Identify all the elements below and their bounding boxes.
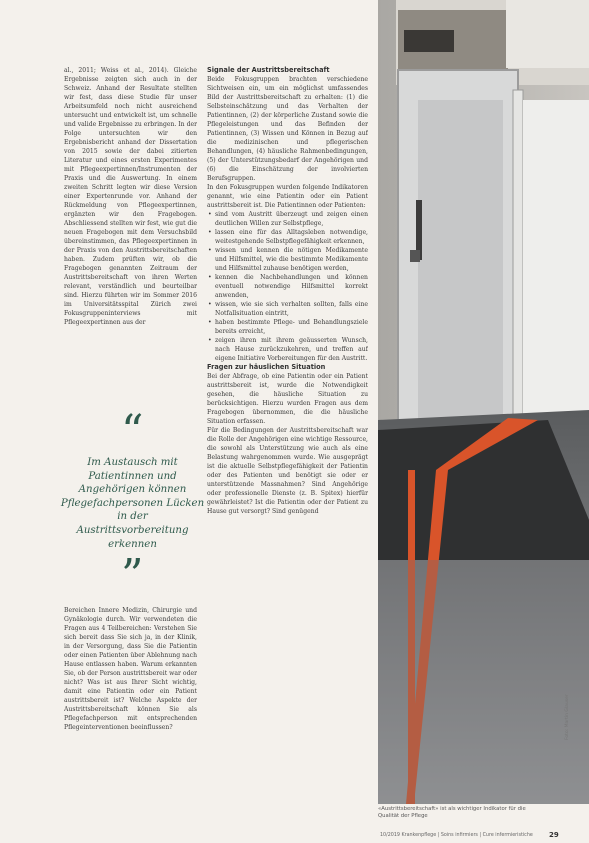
photo-caption: «Austrittsbereitschaft» ist als wichtiger Indikator für die Qualität der Pflege [378, 806, 526, 819]
list-item: • lassen eine für das Alltagsleben notwendige, weitestgehende Selbstpflegefähigkeit erkennen, [207, 228, 368, 246]
body-paragraph: al., 2011; Weiss et al., 2014). Gleiche Ergebnisse zeigten sich auch in der Schweiz. Anhand der Resultate stellten wir fest, dass diese Studie für unser Arbeitsumfeld noch nicht ausreichend untersucht und entwickelt ist, um schnelle und valide Ergebnisse zu erbringen. In der Folge untersuchten wir den Ergebnisbericht anhand der Dissertation von 2015 sowie der dabei zitierten Literatur und eines ersten Experimentes mit Pflegeexpertinnen/Instrumenten der Praxis und die Auswertung. In einem zweiten Schritt legten wir diese Version einer Expertenrunde vor. Anhand der Rückmeldung von Pflegeexpertinnen, ergänzten wir den Fragebogen. Abschliessend stellten wir fest, wie gut die neuen Fragebogen mit dem Versuchsbild übereinstimmen, das Pflegeexpertinnen in der Praxis von den Austrittsbereitschaften haben. Zudem prüften wir, ob die Fragebogen genannten Zeitraum der Austrittsbereitschaft von ihren Werten relevant, verständlich und beurteilbar sind. Hierzu führten wir im Sommer 2016 im Universitätsspital Zürich zwei Fokusgruppeninterviews mit Pflegeexpertinnen aus der [64, 67, 197, 326]
article-column-2 [207, 66, 368, 808]
section-heading: Signale der Austrittsbereitschaft [207, 66, 330, 74]
list-item: • kennen die Nachbehandlungen und können eventuell notwendige Hilfsmittel korrekt anwenden, [207, 273, 368, 300]
body-paragraph: In den Fokusgruppen wurden folgende Indikatoren genannt, wie eine Patientin oder ein Patient austrittsbereit ist. Die Patientinnen oder Patienten: [207, 184, 368, 209]
photo-credit: Foto: Martin Glauser [565, 694, 570, 740]
page-footer: 10/2019 Krankenpflege | Soins infirmiers | Cure infermieristiche [380, 833, 533, 838]
list-item: • wissen und kennen die nötigen Medikamente und Hilfsmittel, wie die bestimmte Medikamente und Hilfsmittel zuhause benötigen werden, [207, 246, 368, 273]
body-paragraph: Bei der Abfrage, ob eine Patientin oder ein Patient austrittsbereit ist, wurde die Notwendigkeit gesehen, die häusliche Situation zu berücksichtigen. Hierzu wurden Fragen aus dem Fragebogen übernommen, die die häusliche Situation erfassen. [207, 373, 368, 425]
quote-close-icon: ” [121, 550, 144, 601]
section-heading: Fragen zur häuslichen Situation [207, 363, 326, 371]
hospital-door-photo [378, 0, 589, 804]
pull-quote: Im Austausch mit Patientinnen und Angehörigen können Pflegefachpersonen Lücken in der Austrittsvorbereitung erkennen [60, 457, 205, 550]
page-number: 29 [549, 831, 559, 839]
list-item: • wissen, wie sie sich verhalten sollten, falls eine Notfallsituation eintritt, [207, 300, 368, 318]
list-item: • haben bestimmte Pflege- und Behandlungsziele bereits erreicht, [207, 318, 368, 336]
body-paragraph: Für die Bedingungen der Austrittsbereitschaft war die Rolle der Angehörigen eine wichtige Ressource, die sowohl als Unterstützung wie auch als eine Belastung wahrgenommen wurde. Wie ausgeprägt ist die aktuelle Selbstpflegefähigkeit der Patientin oder des Patienten und benötigt sie oder er unterstützende Massnahmen? Sind Angehörige oder professionelle Dienste (z. B. Spitex) hierfür gewährleistet? Ist die Patientin oder der Patient zu Hause gut versorgt? Sind genügend [207, 427, 368, 515]
article-column-1-bottom [64, 606, 197, 806]
indicator-list [207, 210, 368, 363]
list-item: • sind vom Austritt überzeugt und zeigen einen deutlichen Willen zur Selbstpflege, [207, 210, 368, 228]
quote-open-icon: “ [121, 406, 144, 457]
list-item: • zeigen ihren mit ihrem geäusserten Wunsch, nach Hause zurückzukehren, und treffen auf eigene Initiative Vorbereitungen für den Austritt. [207, 336, 368, 363]
body-paragraph: Bereichen Innere Medizin, Chirurgie und Gynäkologie durch. Wir verwendeten die Fragen aus 4 Teilbereichen: Verstehen Sie sich bereit dass Sie sich ja, in der Klinik, in der Versorgung, dass Sie die Patientin oder einen Patienten über Ablehnung nach Hause entlassen haben. Warum erkannten Sie, ob der Person austrittsbereit war oder nicht? Was ist aus Ihrer Sicht wichtig, damit eine Patientin oder ein Patient austrittsbereit ist? Welche Aspekte der Austrittsbereitschaft können Sie als Pflegefachperson mit entsprechenden Pflegeinterventionen beeinflussen? [64, 607, 197, 731]
body-paragraph: Beide Fokusgruppen brachten verschiedene Sichtweisen ein, um ein möglichst umfassendes Bild der Austrittsbereitschaft zu erhalten: (1) die Selbsteinschätzung und das Verhalten der Patientinnen, (2) der körperliche Zustand sowie die Pflegeleistungen und das Befinden der Patientinnen, (3) Wissen und Können in Bezug auf die medizinischen und pflegerischen Behandlungen, (4) häusliche Rahmenbedingungen, (5) der Unterstützungsbedarf der Angehörigen und (6) die Einschätzung der involvierten Berufsgruppen. [207, 76, 368, 182]
article-column-1-top [64, 66, 197, 398]
